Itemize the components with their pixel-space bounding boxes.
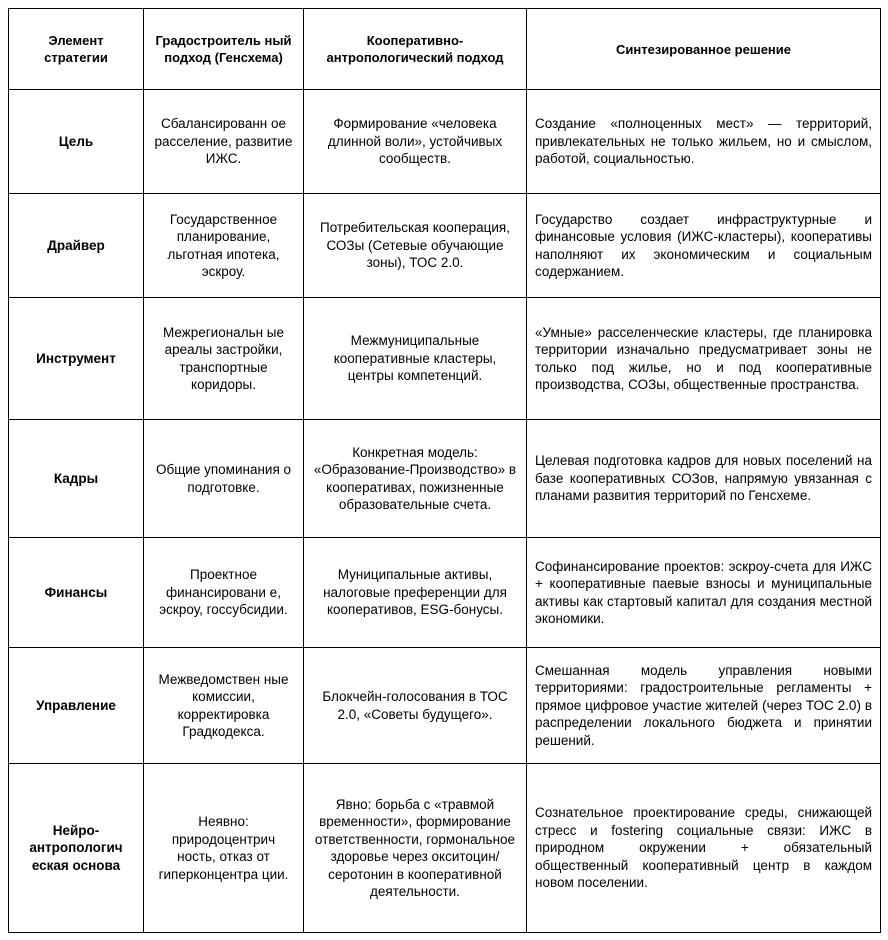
row-urban-cell: Государственное планирование, льготная ипотека, эскроу.	[144, 194, 304, 298]
row-synth-cell: Создание «полноценных мест» — территорий, привлекательных не только жильем, но и смыслом, работой, социальностью.	[527, 90, 881, 194]
header-urban-approach: Градостроитель ный подход (Генсхема)	[144, 9, 304, 90]
table-row	[9, 90, 881, 194]
table-row	[9, 764, 881, 933]
row-urban-cell: Межрегиональн ые ареалы застройки, транспортные коридоры.	[144, 298, 304, 420]
header-synthesized-solution: Синтезированное решение	[527, 9, 881, 90]
row-coop-cell: Конкретная модель: «Образование-Производство» в кооперативах, пожизненные образовательные счета.	[304, 420, 527, 538]
row-urban-cell: Межведомствен ные комиссии, корректировка Градкодекса.	[144, 648, 304, 764]
table-row	[9, 648, 881, 764]
row-coop-cell: Муниципальные активы, налоговые преференции для кооперативов, ESG-бонусы.	[304, 538, 527, 648]
row-synth-cell: Целевая подготовка кадров для новых поселений на базе кооперативных СОЗов, напрямую увязанная с планами развития территорий по Генсхеме.	[527, 420, 881, 538]
header-coop-approach: Кооперативно-антропологический подход	[304, 9, 527, 90]
row-element-cell: Инструмент	[9, 298, 144, 420]
table-row	[9, 420, 881, 538]
row-synth-cell: Смешанная модель управления новыми территориями: градостроительные регламенты + прямое цифровое участие жителей (через ТОС 2.0) в распределении локального бюджета и принятии решений.	[527, 648, 881, 764]
row-element-cell: Кадры	[9, 420, 144, 538]
row-urban-cell: Проектное финансировани е, эскроу, госсубсидии.	[144, 538, 304, 648]
row-coop-cell: Потребительская кооперация, СОЗы (Сетевые обучающие зоны), ТОС 2.0.	[304, 194, 527, 298]
table-row	[9, 538, 881, 648]
row-element-cell: Драйвер	[9, 194, 144, 298]
row-synth-cell: Государство создает инфраструктурные и финансовые условия (ИЖС-кластеры), кооперативы наполняют их экономическим и социальным содержанием.	[527, 194, 881, 298]
table-row	[9, 194, 881, 298]
strategy-comparison-table	[8, 8, 881, 933]
row-synth-cell: «Умные» расселенческие кластеры, где планировка территории изначально предусматривает зоны не только под жилье, но и под кооперативные производства, СОЗы, общественные пространства.	[527, 298, 881, 420]
row-coop-cell: Явно: борьба с «травмой временности», формирование ответственности, гормональное здоровье через окситоцин/серотонин в кооперативной деятельности.	[304, 764, 527, 933]
row-urban-cell: Неявно: природоцентрич ность, отказ от гиперконцентра ции.	[144, 764, 304, 933]
row-synth-cell: Сознательное проектирование среды, снижающей стресс и fostering социальные связи: ИЖС в природном окружении + обязательный общественный кооперативный центр в каждом новом поселении.	[527, 764, 881, 933]
row-synth-cell: Софинансирование проектов: эскроу-счета для ИЖС + кооперативные паевые взносы и муниципальные активы как стартовый капитал для создания местной экономики.	[527, 538, 881, 648]
row-urban-cell: Общие упоминания о подготовке.	[144, 420, 304, 538]
row-coop-cell: Формирование «человека длинной воли», устойчивых сообществ.	[304, 90, 527, 194]
row-element-cell: Финансы	[9, 538, 144, 648]
row-element-cell: Управление	[9, 648, 144, 764]
header-row	[9, 9, 881, 90]
table-row	[9, 298, 881, 420]
row-urban-cell: Сбалансированн ое расселение, развитие ИЖС.	[144, 90, 304, 194]
row-coop-cell: Межмуниципальные кооперативные кластеры, центры компетенций.	[304, 298, 527, 420]
row-element-cell: Нейро-антропологич еская основа	[9, 764, 144, 933]
row-element-cell: Цель	[9, 90, 144, 194]
header-element: Элемент стратегии	[9, 9, 144, 90]
row-coop-cell: Блокчейн-голосования в ТОС 2.0, «Советы будущего».	[304, 648, 527, 764]
